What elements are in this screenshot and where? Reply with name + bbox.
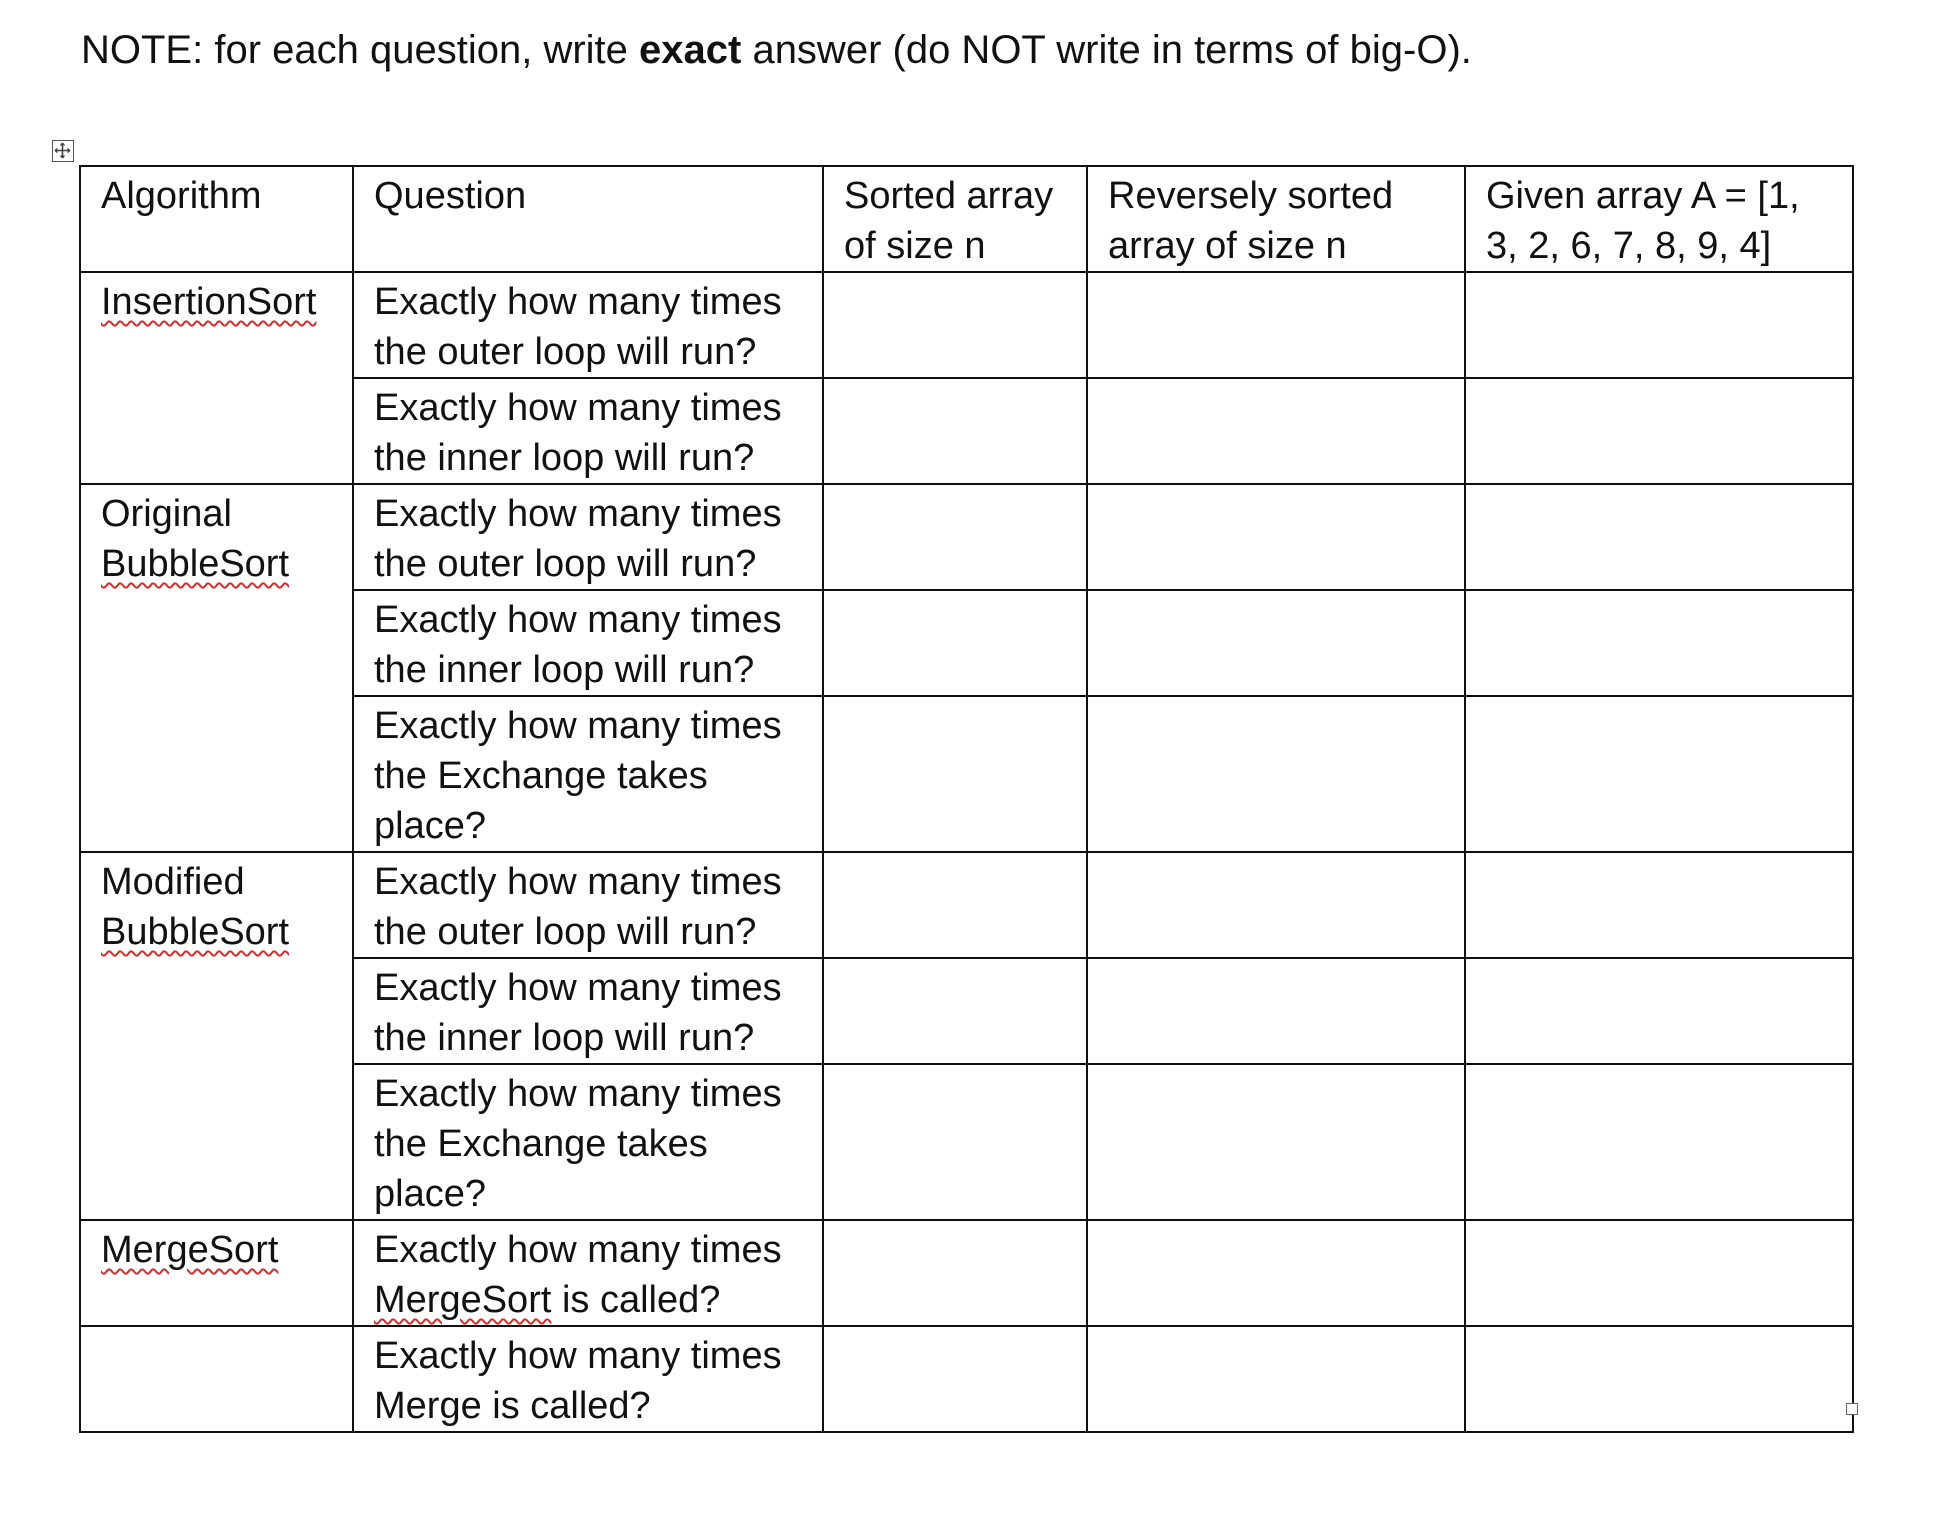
answer-reversed-cell[interactable] xyxy=(1087,484,1465,590)
question-cell: Exactly how many times the Exchange takes place? xyxy=(353,1064,823,1220)
algorithm-name: InsertionSort xyxy=(101,281,317,323)
table-resize-handle-icon[interactable] xyxy=(1846,1403,1858,1415)
question-cell: Exactly how many times the outer loop will run? xyxy=(353,272,823,378)
table-row xyxy=(80,1326,1853,1432)
question-cell: Exactly how many times the inner loop will run? xyxy=(353,958,823,1064)
question-cell: Exactly how many times the Exchange takes place? xyxy=(353,696,823,852)
answer-given-cell[interactable] xyxy=(1465,484,1853,590)
answer-reversed-cell[interactable] xyxy=(1087,378,1465,484)
algorithm-name: MergeSort xyxy=(101,1229,279,1271)
answer-given-cell[interactable] xyxy=(1465,696,1853,852)
answer-reversed-cell[interactable] xyxy=(1087,958,1465,1064)
algorithm-cell xyxy=(80,484,353,852)
question-cell xyxy=(353,1220,823,1326)
question-tail: is called? xyxy=(551,1279,721,1321)
table-row xyxy=(80,484,1853,590)
algorithm-cell xyxy=(80,852,353,1220)
answer-sorted-cell[interactable] xyxy=(823,696,1087,852)
algorithm-name-line1: Original xyxy=(101,493,232,535)
header-sorted: Sorted array of size n xyxy=(823,166,1087,272)
table-move-handle-icon[interactable] xyxy=(52,140,74,162)
question-cell: Exactly how many times the outer loop will run? xyxy=(353,484,823,590)
question-cell: Exactly how many times the inner loop will run? xyxy=(353,590,823,696)
answer-reversed-cell[interactable] xyxy=(1087,1220,1465,1326)
header-question: Question xyxy=(353,166,823,272)
answer-reversed-cell[interactable] xyxy=(1087,272,1465,378)
answer-given-cell[interactable] xyxy=(1465,958,1853,1064)
table-row xyxy=(80,1220,1853,1326)
answer-reversed-cell[interactable] xyxy=(1087,852,1465,958)
answer-sorted-cell[interactable] xyxy=(823,1326,1087,1432)
answer-given-cell[interactable] xyxy=(1465,1220,1853,1326)
answer-sorted-cell[interactable] xyxy=(823,1220,1087,1326)
answer-sorted-cell[interactable] xyxy=(823,1064,1087,1220)
table-row xyxy=(80,272,1853,378)
answer-sorted-cell[interactable] xyxy=(823,852,1087,958)
note-suffix: answer (do NOT write in terms of big-O). xyxy=(741,28,1472,72)
answer-given-cell[interactable] xyxy=(1465,272,1853,378)
algorithm-name-line2: BubbleSort xyxy=(101,543,290,585)
answer-given-cell[interactable] xyxy=(1465,378,1853,484)
header-given: Given array A = [1, 3, 2, 6, 7, 8, 9, 4] xyxy=(1465,166,1853,272)
question-cell: Exactly how many times the outer loop will run? xyxy=(353,852,823,958)
answer-sorted-cell[interactable] xyxy=(823,272,1087,378)
question-lead: Exactly how many times xyxy=(374,1229,782,1271)
answer-sorted-cell[interactable] xyxy=(823,378,1087,484)
answer-reversed-cell[interactable] xyxy=(1087,1326,1465,1432)
header-row xyxy=(80,166,1853,272)
note-bold: exact xyxy=(639,28,742,72)
sorting-questions-table xyxy=(79,165,1854,1433)
question-cell: Exactly how many times Merge is called? xyxy=(353,1326,823,1432)
algorithm-name-line1: Modified xyxy=(101,861,245,903)
answer-given-cell[interactable] xyxy=(1465,1064,1853,1220)
answer-reversed-cell[interactable] xyxy=(1087,1064,1465,1220)
answer-reversed-cell[interactable] xyxy=(1087,590,1465,696)
note-prefix: NOTE: for each question, write xyxy=(81,28,640,72)
table-row xyxy=(80,852,1853,958)
answer-given-cell[interactable] xyxy=(1465,1326,1853,1432)
answer-given-cell[interactable] xyxy=(1465,590,1853,696)
question-cell: Exactly how many times the inner loop will run? xyxy=(353,378,823,484)
instruction-note xyxy=(81,24,1472,76)
algorithm-cell xyxy=(80,1220,353,1326)
answer-sorted-cell[interactable] xyxy=(823,958,1087,1064)
answer-given-cell[interactable] xyxy=(1465,852,1853,958)
question-term: MergeSort xyxy=(374,1279,552,1321)
header-algorithm: Algorithm xyxy=(80,166,353,272)
answer-reversed-cell[interactable] xyxy=(1087,696,1465,852)
algorithm-cell xyxy=(80,1326,353,1432)
algorithm-name-line2: BubbleSort xyxy=(101,911,290,953)
algorithm-cell xyxy=(80,272,353,484)
answer-sorted-cell[interactable] xyxy=(823,484,1087,590)
answer-sorted-cell[interactable] xyxy=(823,590,1087,696)
header-reversed: Reversely sorted array of size n xyxy=(1087,166,1465,272)
